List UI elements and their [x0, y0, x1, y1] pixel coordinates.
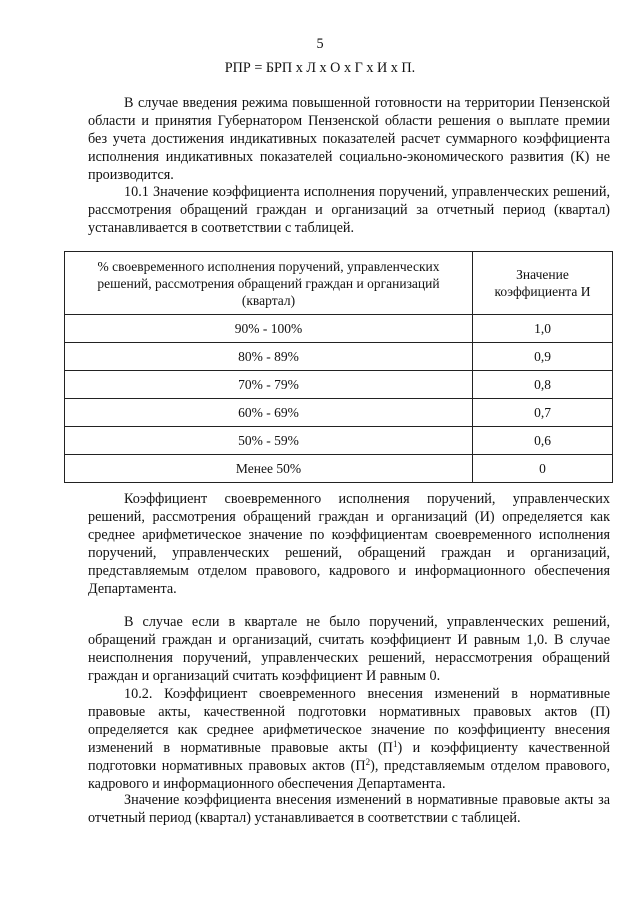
paragraph-table-intro: Значение коэффициента внесения изменений в нормативные правовые акты за отчетный период (квартал) устанавливается в соответствии с таблицей.	[88, 792, 610, 826]
table-cell-value: 0,6	[473, 427, 613, 455]
paragraph-coefficient-i-definition: Коэффициент своевременного исполнения поручений, управленческих решений, рассмотрения обращений граждан и организаций (И) определяется как среднее арифметическое значение по коэффициентам своевременного исполнения поручений, управленческих решений, обращений граждан и организаций, представляемым отделом правового, кадрового и информационного обеспечения Департамента.	[88, 491, 610, 597]
page-number: 5	[316, 36, 324, 52]
table-cell-value: 0,7	[473, 399, 613, 427]
table-row	[65, 315, 613, 343]
table-header-row	[65, 252, 613, 315]
table-cell-range: Менее 50%	[65, 455, 473, 483]
table-row	[65, 343, 613, 371]
paragraph-10-2	[88, 686, 610, 793]
table-cell-value: 0,9	[473, 343, 613, 371]
coefficient-table	[64, 251, 613, 483]
table-cell-range: 50% - 59%	[65, 427, 473, 455]
table-cell-range: 90% - 100%	[65, 315, 473, 343]
superscript-2: 2	[365, 756, 371, 767]
table-cell-value: 0	[473, 455, 613, 483]
table-cell-value: 1,0	[473, 315, 613, 343]
table-row	[65, 455, 613, 483]
paragraph-coefficient-i-cases: В случае если в квартале не было поручений, управленческих решений, обращений граждан и организаций, считать коэффициент И равным 1,0. В случае неисполнения поручений, управленческих решений, нерассмотрения обращений граждан и организаций считать коэффициент И равным 0.	[88, 614, 610, 684]
table-row	[65, 427, 613, 455]
table-cell-value: 0,8	[473, 371, 613, 399]
table-cell-range: 70% - 79%	[65, 371, 473, 399]
table-cell-range: 80% - 89%	[65, 343, 473, 371]
paragraph-10-2-part-c: ), представляемым отделом правового, кадрового и информационного обеспечения Департамента.	[88, 757, 610, 792]
table-cell-range: 60% - 69%	[65, 399, 473, 427]
superscript-1: 1	[392, 738, 398, 749]
table-header-coefficient: Значение коэффициента И	[473, 252, 613, 315]
paragraph-high-alert: В случае введения режима повышенной готовности на территории Пензенской области и принятия Губернатором Пензенской области решения о выплате премии без учета достижения индикативных показателей расчет суммарного коэффициента исполнения индикативных показателей социально-экономического развития (К) не производится.	[88, 95, 610, 183]
formula: РПР = БРП х Л х О х Г х И х П.	[224, 60, 416, 76]
paragraph-10-2-part-b: ) и коэффициенту качественной подготовки нормативных правовых актов (П	[88, 739, 611, 774]
table-row	[65, 371, 613, 399]
paragraph-10-1: 10.1 Значение коэффициента исполнения поручений, управленческих решений, рассмотрения обращений граждан и организаций за отчетный период (квартал) устанавливается в соответствии с таблицей.	[88, 184, 610, 236]
table-row	[65, 399, 613, 427]
table-header-percent: % своевременного исполнения поручений, управленческих решений, рассмотрения обращений граждан и организаций (квартал)	[65, 252, 473, 315]
paragraph-10-2-part-a: 10.2. Коэффициент своевременного внесения изменений в нормативные правовые акты, качественной подготовки нормативных правовых актов (П) определяется как среднее арифметическое значение по коэффициенту внесения изменений в нормативные правовые акты (П	[88, 686, 610, 756]
